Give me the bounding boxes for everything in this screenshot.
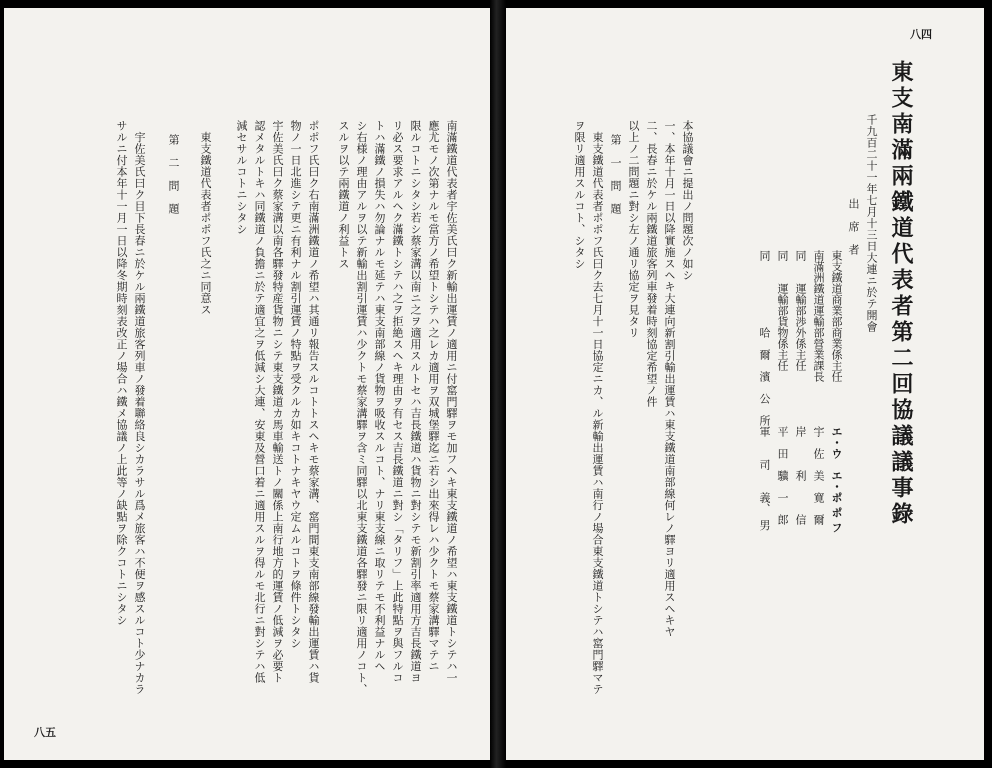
page-number: 八五 (34, 726, 56, 739)
book-gutter (490, 0, 506, 768)
body-line: シ右様ノ理由アルヲ以テ新輸出割引運賃ハ少クトモ蔡家溝驛ヲ含ミ同驛以北東支鐵道各驛發ニ限リ適用ノコト、 (355, 120, 368, 695)
body-line: 以上ノ二問題ニ對シ左ノ通リ協定ヲ見タリ (627, 120, 640, 339)
attendee-name: 軍 司 義、 男 (758, 426, 771, 531)
attendee-name: エ・ウ エ・ポ ポ フ (830, 426, 843, 533)
attendee-org: 同 哈 爾 濱 公 所 (758, 250, 771, 426)
body-line: 限ルコトニシタシ若シ蔡家溝以南ニ之ヲ適用スルトセハ吉長鐵道ハ貨物ニ對シテモ新割引率適用方吉長鐵道ヨ (409, 120, 422, 684)
body-line: 一、本年十月一日以降實施スヘキ大連向新割引輸出運賃ハ東支鐵道南部線何レノ驛ヨリ適用スヘキヤ (663, 120, 676, 638)
attendee-org: 南滿洲鐵道運輸部營業課長 (812, 250, 825, 382)
body-line: ヲ限リ適用スルコト、シタシ (573, 120, 586, 270)
body-line: 南滿鐵道代表者宇佐美氏曰ク新輸出運賃ノ適用ニ付窰門驛ヲモ加フヘキ東支鐵道ノ希望ハ東支鐵道トシテハ一 (445, 120, 458, 684)
attendee-org: 東支鐵道商業部商業係主任 (830, 250, 843, 382)
body-line: 減セサルコトニシタシ (235, 120, 248, 235)
body-line: 宇佐美氏曰ク蔡家溝以南各驛發特産貨物ニシテ東支鐵道カ馬車輸送トノ關係上南行地方的運賃ノ低減ヲ必要ト (271, 120, 284, 684)
body-line: リ必ス要求アルヘク滿鐵トシテハ之ヲ拒絶スヘキ理由ヲ有セス吉長鐵道ニ對シ「タリフ」上此特點ヲ與フルコ (391, 120, 404, 684)
left-page (4, 8, 490, 760)
meeting-date: 千九百二十一年七月十三日大連ニ於テ開會 (865, 114, 878, 333)
body-line: スルヲ以テ兩鐵道ノ利益トス (337, 120, 350, 270)
attendee-org: 同 運輸部渉外係主任 (794, 250, 807, 371)
section-heading: 第 二 問 題 (167, 134, 180, 215)
section-heading: 第 一 問 題 (609, 134, 622, 215)
attendees-heading: 出 席 者 (847, 198, 860, 256)
body-line: 東支鐵道代表者ポポフ氏曰ク去七月十一日協定ニカ、ル新輸出運賃ハ南行ノ場合東支鐵道トシテハ窰門驛マテ (591, 120, 604, 695)
body-line: 認メタルトキハ同鐵道ノ負擔ニ於テ適宜之ヲ低減シ大連、安東及營口着ニ適用スルヲ得ルモ北行ニ對シテハ低 (253, 120, 266, 684)
attendee-name: 宇 佐 美 寛 爾 (812, 426, 825, 525)
page-number: 八四 (910, 28, 932, 41)
attendee-org: 同 運輸部貨物係主任 (776, 250, 789, 371)
body-line: 本協議會ニ提出ノ問題次ノ如シ (681, 120, 694, 281)
body-line: 二、長春ニ於ケル兩鐵道旅客列車發着時刻協定希望ノ件 (645, 120, 658, 408)
right-page (506, 8, 984, 760)
body-line: 宇佐美氏曰ク目下長春ニ於ケル兩鐵道旅客列車ノ發着聯絡良シカラサル爲メ旅客ハ不便ヲ感スルコト少ナカラ (133, 120, 146, 695)
attendee-name: 岸 利 信 (794, 426, 807, 525)
body-line: 物ノ一日北進シテ更ニ有利ナル割引運賃ノ特點ヲ受クルカ如キコトナキヤウ定ムルコトヲ條件トシタシ (289, 120, 302, 649)
body-line: 東支鐵道代表者ポポフ氏之ニ同意ス (199, 120, 212, 316)
body-line: 應尤モノ次第ナルモ當方ノ希望トシテハ之レカ適用ヲ双城堡驛迄ニ若シ出來得レハ少クトモ蔡家溝驛マテニ (427, 120, 440, 672)
attendee-name: 平 田 驥 一 郎 (776, 426, 789, 525)
body-line: トハ滿鐵ノ損失ハ勿論ナルモ延テハ東支南部線ノ貨物ヲ吸收スルコト、ナリ東支線ニ取リテモ不利益ナルヘ (373, 120, 386, 672)
body-line: ポポフ氏曰ク右南滿洲鐵道ノ希望ハ其通リ報告スルコトトスヘキモ蔡家溝、窰門間東支南部線發輸出運賃ハ貨 (307, 120, 320, 684)
document-title: 東支南滿兩鐵道代表者第二回協議議事錄 (888, 60, 914, 528)
body-line: サルニ付本年十一月一日以降冬期時刻表改正ノ場合ハ鐵メ協議ノ上此等ノ缺點ヲ除クコトニシタシ (115, 120, 128, 626)
